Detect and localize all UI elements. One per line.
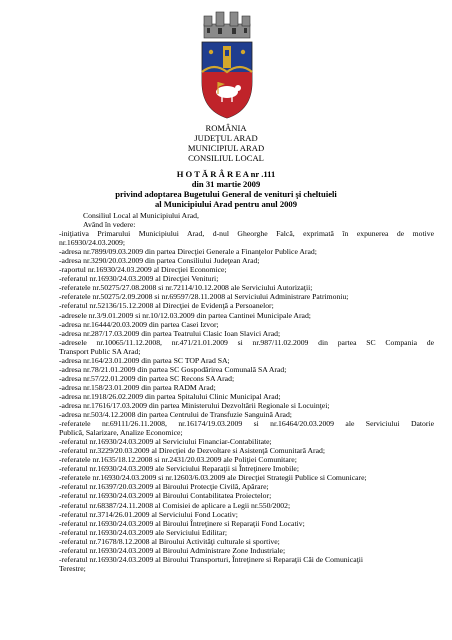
consideration-line: -adresa nr.78/21.01.2009 din partea SC Gospodărirea Comunală SA Arad; [59, 364, 287, 374]
consideration-line: -referatul nr.68387/24.11.2008 al Comisiei de aplicare a Legii nr.550/2002; [59, 500, 291, 510]
country-label: ROMÂNIA [205, 123, 247, 133]
consideration-line: -referatul nr.16397/20.03.2009 al Biroului Protecţie Civilă, Apărare; [59, 482, 269, 492]
consideration-line: -referatele nr.1635/18.12.2008 si nr.2431/20.03.2009 ale Poliţiei Comunitare; [59, 455, 297, 465]
document-header [0, 123, 452, 163]
consideration-line: -referatul nr.16930/24.03.2009 al Serviciului Financiar-Contabilitate; [59, 437, 272, 447]
consideration-line: -referatul nr.16930/24.03.2009 al Biroului Administrare Zone Industriale; [59, 545, 286, 555]
document-body [59, 211, 434, 573]
consideration-line: -referatul nr.16930/24.03.2009 ale Serviciului Reparaţii si Întreţinere Imobile; [59, 464, 299, 474]
consideration-line: -referatul nr.16930/24.03.2009 al Direcţiei Venituri; [59, 274, 219, 284]
consideration-line: -referatul nr.3714/26.01.2009 al Serviciului Fond Locativ; [59, 509, 238, 519]
consideration-line: -adresa nr.3290/20.03.2009 din partea Consiliului Judeţean Arad; [59, 256, 260, 266]
consideration-line: -referatele nr.50275/27.08.2008 si nr.72114/10.12.2008 ale Serviciului Autorizaţii; [59, 283, 313, 293]
consideration-line: -adresa nr.158/23.01.2009 din partea RADM Arad; [59, 382, 216, 392]
considerations-list [59, 229, 434, 573]
council-label: CONSILIUL LOCAL [188, 153, 264, 163]
consideration-line: -referatul nr.16930/24.03.2009 al Biroului Întreţinere si Reparaţii Fond Locativ; [59, 518, 305, 528]
county-label: JUDEŢUL ARAD [194, 133, 258, 143]
having-considered-line: Având în vedere: [83, 220, 136, 230]
consideration-line: -adresa nr.503/4.12.2008 din partea Centrului de Transfuzie Sanguină Arad; [59, 410, 292, 420]
decision-subject-line-2: al Municipiului Arad pentru anul 2009 [154, 199, 298, 209]
consideration-line: -referatele nr.69111/26.11.2008, nr.16174/19.03.2009 si nr.16464/20.03.2009 ale Serviciului Datorie [59, 419, 434, 429]
consideration-line: -adresa nr.1918/26.02.2009 din partea Spitalului Clinic Municipal Arad; [59, 391, 281, 401]
consideration-line: Transport Public SA Arad; [59, 346, 141, 356]
decision-title: H O T Ă R Â R E A nr .111 [176, 169, 276, 179]
consideration-line: Terestre; [59, 563, 86, 573]
consideration-line: -adresa nr.16444/20.03.2009 din partea Casei Izvor; [59, 319, 219, 329]
consideration-line: -raportul nr.16930/24.03.2009 al Direcţiei Economice; [59, 265, 227, 275]
consideration-line: Publică, Salarizare, Analize Economice; [59, 428, 183, 438]
consideration-line: -referatul nr.16930/24.03.2009 al Biroului Contabilitatea Proiectelor; [59, 491, 272, 501]
consideration-line: nr.16930/24.03.2009; [59, 238, 125, 248]
consideration-line: -adresa nr.7899/09.03.2009 din partea Direcţiei Generale a Finanţelor Publice Arad; [59, 247, 317, 257]
consideration-line: -adresa nr.17616/17.03.2009 din partea Ministerului Dezvoltării Regionale si Locuinţei; [59, 400, 330, 410]
consideration-line: -adresele nr.3/9.01.2009 si nr.10/12.03.2009 din partea Cantinei Municipale Arad; [59, 310, 311, 320]
decision-title-block [0, 169, 452, 209]
intro-line: Consiliul Local al Municipiului Arad, [83, 211, 199, 220]
consideration-line: -referatele nr.16930/24.03.2009 si nr.12603/6.03.2009 ale Direcţiei Strategii Publice si Comunicare; [59, 473, 367, 483]
consideration-line: -iniţiativa Primarului Municipiului Arad, d-nul Gheorghe Falcă, exprimată în expunerea de motive [59, 229, 434, 239]
consideration-line: -referatul nr.52136/15.12.2008 al Direcţiei de Evidenţă a Persoanelor; [59, 301, 274, 311]
municipality-label: MUNICIPIUL ARAD [187, 143, 265, 153]
consideration-line: -adresa nr.164/23.01.2009 din partea SC TOP Arad SA; [59, 355, 230, 365]
consideration-line: -referatul nr.16930/24.03.2009 al Biroului Transporturi, Întreţinere si Reparaţii Căi de Comunicaţii [59, 554, 364, 564]
arad-coat-of-arms [198, 6, 256, 120]
consideration-line: -referatele nr.50275/2.09.2008 si nr.69597/28.11.2008 al Serviciului Administrare Patrimoniu; [59, 292, 349, 302]
consideration-line: -referatul nr.71678/8.12.2008 al Biroului Activităţi culturale si sportive; [59, 536, 280, 546]
consideration-line: -adresele nr.10065/11.12.2008, nr.471/21.01.2009 si nr.987/11.02.2009 din partea SC Compania de [59, 337, 434, 347]
decision-date: din 31 martie 2009 [191, 179, 261, 189]
consideration-line: -referatul nr.3229/20.03.2009 al Direcţiei de Dezvoltare si Asistenţă Comunitară Arad; [59, 446, 325, 456]
mural-crown-icon [204, 12, 250, 38]
consideration-line: -adresa nr.57/22.01.2009 din partea SC Recons SA Arad; [59, 373, 235, 383]
consideration-line: -adresa nr.287/17.03.2009 din partea Teatrului Clasic Ioan Slavici Arad; [59, 328, 281, 338]
consideration-line: -referatul nr.16930/24.03.2009 ale Serviciului Edilitar; [59, 527, 228, 537]
decision-subject-line-1: privind adoptarea Bugetului General de venituri şi cheltuieli [115, 189, 337, 199]
